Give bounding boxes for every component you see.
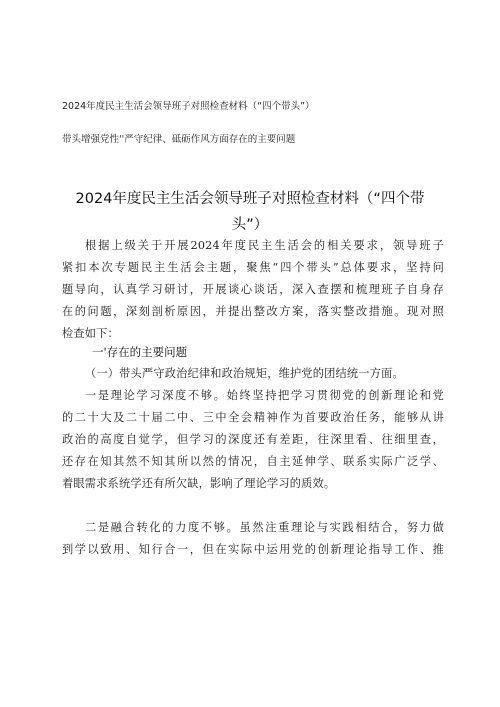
document-title-line-1: 2024年度民主生活会领导班子对照检查材料（“四个带 <box>75 191 425 207</box>
intro-line-3: 题导向，认真学习研讨，开展谈心谈话，深入查摆和梳理班子自身存 <box>62 283 444 296</box>
para1-line-2: 的二十大及二十届二中、三中全会精神作为首要政治任务，能够从讲 <box>62 411 444 424</box>
intro-line-2: 紧扣本次专题民主生活会主题，聚焦“四个带头”总体要求，坚持问 <box>62 261 444 274</box>
intro-line-5: 检查如下： <box>62 327 119 340</box>
para2-line-2: 到学以致用、知行合一，但在实际中运用党的创新理论指导工作、推 <box>62 543 444 556</box>
para1-line-1: 一是理论学习深度不够。始终坚持把学习贯彻党的创新理论和党 <box>85 389 444 402</box>
para1-line-5: 着眼需求系统学还有所欠缺，影响了理论学习的质效。 <box>62 477 336 490</box>
document-title-line-2: 头”） <box>231 217 269 233</box>
header-line-2: 带头增强党性''严守纪律、砥砺作风方面存在的主要问题 <box>62 134 296 145</box>
para1-line-3: 政治的高度自觉学，但学习的深度还有差距，往深里看、往细里查， <box>62 433 444 446</box>
para2-line-1: 二是融合转化的力度不够。虽然注重理论与实践相结合，努力做 <box>85 521 444 534</box>
intro-line-1: 根据上级关于开展2024年度民主生活会的相关要求，领导班子 <box>85 239 444 252</box>
section-heading: 一'存在的主要问题 <box>92 345 188 359</box>
intro-line-4: 在的问题，深刻剖析原因，并提出整改方案，落实整改措施。现对照 <box>62 305 444 318</box>
subsection-heading-1: （一）带头严守政治纪律和政治规矩，维护党的团结统一方面。 <box>85 367 404 380</box>
header-line-1: 2024年度民主生活会领导班子对照检查材料（“四个带头”） <box>62 101 315 112</box>
para1-line-4: 还存在知其然不知其所以然的情况，自主延伸学、联系实际广泛学、 <box>62 455 444 468</box>
